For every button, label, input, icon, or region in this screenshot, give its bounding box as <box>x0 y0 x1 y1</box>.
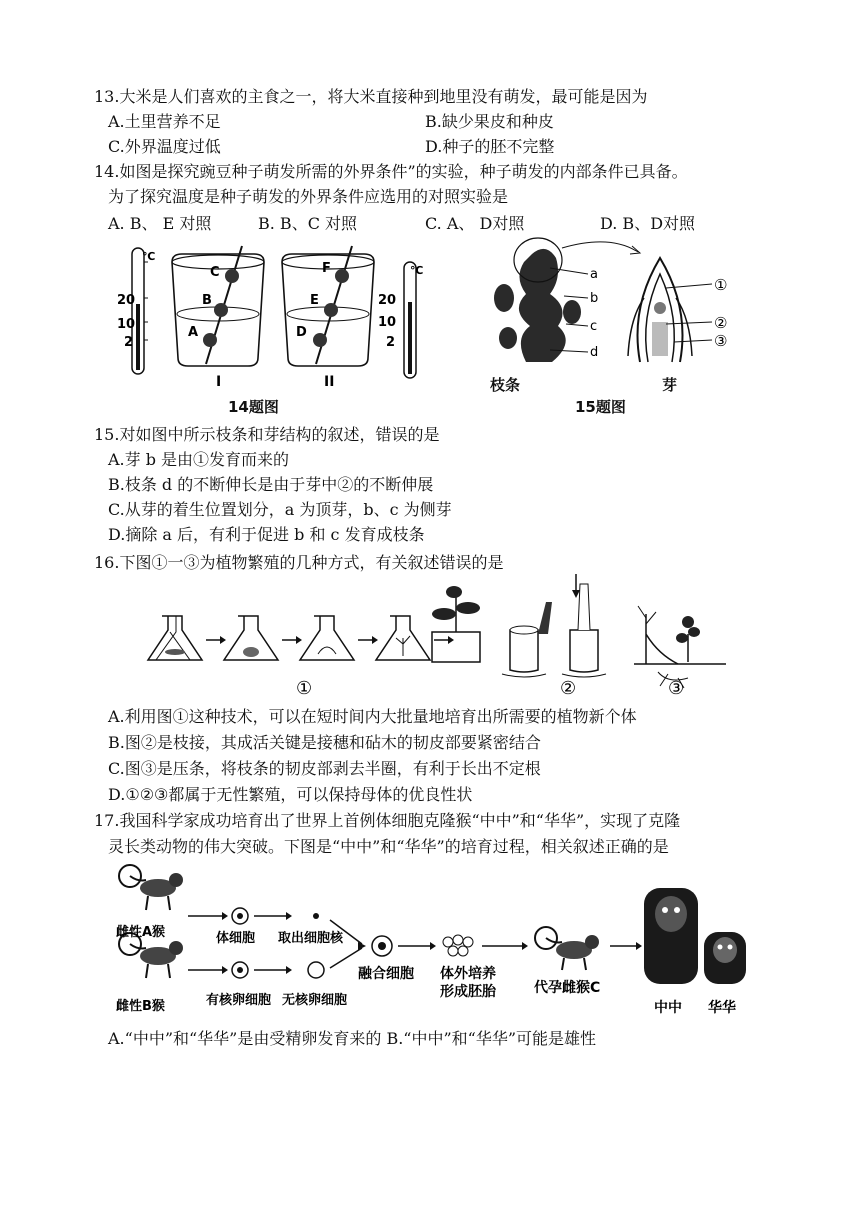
q15-option-a: A.芽 b 是由①发育而来的 <box>108 450 290 469</box>
beaker-2 <box>282 246 374 390</box>
monkey-c-drawing <box>535 927 599 970</box>
figure-15-branch-and-bud <box>480 238 750 388</box>
thermo-left-tick-20: 20 <box>117 293 136 308</box>
bud-mark-2: ② <box>714 314 728 332</box>
fig16-label-3: ③ <box>668 678 685 699</box>
monkey-a-drawing <box>119 865 183 910</box>
q15-option-b: B.枝条 d 的不断伸长是由于芽中②的不断伸展 <box>108 475 434 494</box>
thermometer-right <box>378 262 423 378</box>
label-name-1: 中中 <box>654 1000 682 1016</box>
branch-mark-a: a <box>590 267 598 282</box>
grafting-drawing <box>502 574 606 677</box>
figure-15-bud-label: 芽 <box>662 376 678 394</box>
figure-16-propagation-methods <box>148 574 728 698</box>
q15-option-c: C.从芽的着生位置划分，a 为顶芽，b、c 为侧芽 <box>108 500 452 519</box>
branch-mark-d: d <box>590 345 599 360</box>
thermometer-left <box>117 248 155 374</box>
q14-option-b: B. B、C 对照 <box>258 214 358 233</box>
q14-option-a: A. B、 E 对照 <box>108 214 212 233</box>
beaker-1-label: I <box>216 374 222 390</box>
label-culture-2: 形成胚胎 <box>440 984 496 1000</box>
label-take-nucleus: 取出细胞核 <box>278 931 344 946</box>
q13-option-c: C.外界温度过低 <box>108 137 221 156</box>
thermo-left-tick-2: 2 <box>124 335 134 350</box>
label-egg-no-nucleus: 无核卵细胞 <box>282 993 348 1008</box>
q16-option-c: C.图③是压条，将枝条的韧皮部剥去半圈，有利于长出不定根 <box>108 759 541 778</box>
label-culture-1: 体外培养 <box>440 966 496 982</box>
q14-stem-line1: 14.如图是探究豌豆种子萌发所需的外界条件”的实验，种子萌发的内部条件已具备。 <box>94 162 688 181</box>
q16-option-a: A.利用图①这种技术，可以在短时间内大批量地培育出所需要的植物新个体 <box>108 707 637 726</box>
branch-drawing <box>494 238 640 362</box>
q16-option-d: D.①②③都属于无性繁殖，可以保持母体的优良性状 <box>108 785 473 804</box>
seed-label-a: A <box>188 325 199 340</box>
figure-14-germination-experiment <box>117 242 424 392</box>
tissue-culture-sequence <box>148 586 480 662</box>
q15-option-d: D.摘除 a 后，有利于促进 b 和 c 发育成枝条 <box>108 525 425 544</box>
label-monkey-b: 雌性B猴 <box>116 999 165 1014</box>
thermo-right-tick-10: 10 <box>378 315 397 330</box>
figure-15-branch-label: 枝条 <box>490 376 521 394</box>
bud-drawing <box>628 258 727 362</box>
q16-option-b: B.图②是枝接，其成活关键是接穗和砧木的韧皮部要紧密结合 <box>108 733 541 752</box>
q13-stem: 13.大米是人们喜欢的主食之一，将大米直接种到地里没有萌发，最可能是因为 <box>94 87 648 106</box>
q14-option-d: D. B、D对照 <box>600 214 696 233</box>
q17-stem-line2: 灵长类动物的伟大突破。下图是“中中”和“华华”的培育过程，相关叙述正确的是 <box>108 837 669 856</box>
q17-stem-line1: 17.我国科学家成功培育出了世界上首例体细胞克隆猴“中中”和“华华”，实现了克隆 <box>94 811 681 830</box>
q14-option-c: C. A、 D对照 <box>425 214 525 233</box>
beaker-1 <box>172 246 264 390</box>
cloned-monkeys-photo <box>644 888 746 984</box>
figure-14-caption: 14题图 <box>228 398 279 416</box>
branch-mark-c: c <box>590 319 598 334</box>
seed-label-b: B <box>202 293 212 308</box>
bud-mark-3: ③ <box>714 332 728 350</box>
figure-17-cloning-process <box>110 858 750 1020</box>
layering-drawing <box>634 606 726 688</box>
label-monkey-a: 雌性A猴 <box>116 925 166 940</box>
fig16-label-2: ② <box>560 678 577 699</box>
thermo-left-unit: ℃ <box>142 250 156 263</box>
q13-option-a: A.土里营养不足 <box>108 112 221 131</box>
thermo-right-unit: ℃ <box>410 264 424 277</box>
label-name-2: 华华 <box>708 1000 736 1016</box>
label-fused-cell: 融合细胞 <box>358 966 414 982</box>
thermo-right-tick-2: 2 <box>386 335 396 350</box>
bud-mark-1: ① <box>714 276 728 294</box>
seed-label-e: E <box>310 293 319 308</box>
q13-option-d: D.种子的胚不完整 <box>425 137 555 156</box>
label-surrogate: 代孕雌猴C <box>534 980 601 996</box>
fig16-label-1: ① <box>296 678 313 699</box>
q14-stem-line2: 为了探究温度是种子萌发的外界条件应选用的对照实验是 <box>108 187 509 206</box>
thermo-right-tick-20: 20 <box>378 293 397 308</box>
q16-stem: 16.下图①一③为植物繁殖的几种方式，有关叙述错误的是 <box>94 553 504 572</box>
seed-label-c: C <box>210 265 220 280</box>
label-body-cell: 体细胞 <box>216 931 256 946</box>
q17-option-ab: A.“中中”和“华华”是由受精卵发育来的 B.“中中”和“华华”可能是雄性 <box>108 1029 597 1048</box>
figure-15-caption: 15题图 <box>575 398 626 416</box>
label-egg-with-nucleus: 有核卵细胞 <box>206 993 272 1008</box>
q13-option-b: B.缺少果皮和种皮 <box>425 112 554 131</box>
seed-label-d: D <box>296 325 307 340</box>
thermo-left-tick-10: 10 <box>117 317 136 332</box>
q15-stem: 15.对如图中所示枝条和芽结构的叙述，错误的是 <box>94 425 440 444</box>
beaker-2-label: II <box>324 374 335 390</box>
seed-label-f: F <box>322 261 331 276</box>
embryo-cells <box>443 935 473 956</box>
branch-mark-b: b <box>590 291 599 306</box>
